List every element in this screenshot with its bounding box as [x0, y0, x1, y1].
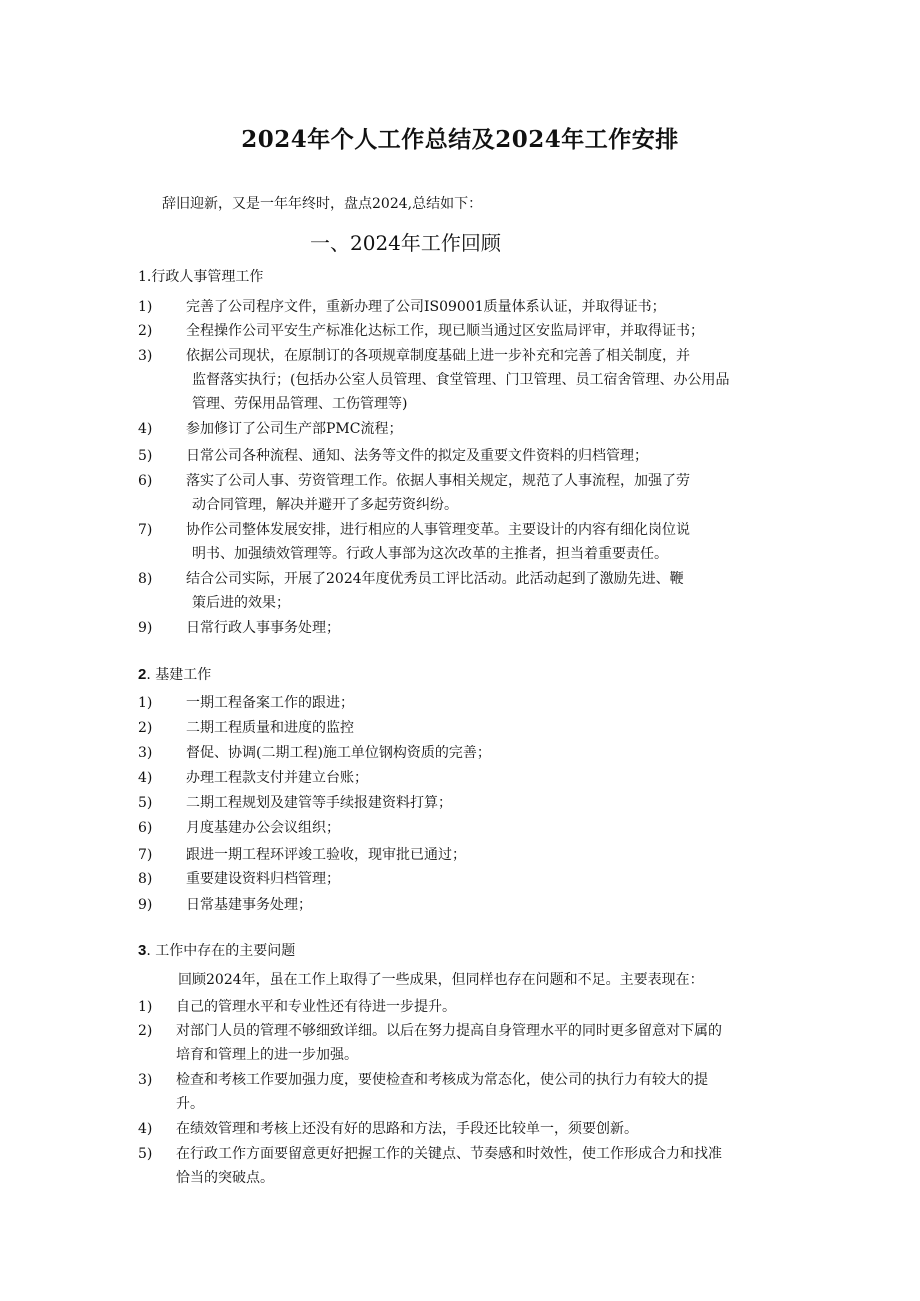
list-item-text	[186, 344, 796, 416]
list-item-line: 日常行政人事事务处理；	[186, 620, 340, 636]
list-item-line: 二期工程规划及建管等手续报建资料打算；	[186, 795, 452, 811]
list-item-line: 二期工程质量和进度的监控	[186, 720, 354, 736]
list-item-number: 3)	[138, 348, 153, 364]
subsection-heading-2	[138, 664, 211, 684]
list-item-number: 4)	[138, 770, 153, 786]
list-item-number: 2)	[138, 1023, 153, 1039]
list-item-text	[176, 1019, 796, 1067]
subsection-label: . 工作中存在的主要问题	[146, 943, 296, 959]
list-item-line: 在绩效管理和考核上还没有好的思路和方法，手段还比较单一，须要创新。	[176, 1121, 638, 1137]
list-item-line: 升。	[176, 1096, 204, 1112]
list-item-line: 全程操作公司平安生产标准化达标工作，现已顺当通过区安监局评审，并取得证书；	[186, 323, 704, 339]
list-item-line: 落实了公司人事、劳资管理工作。依据人事相关规定，规范了人事流程，加强了劳	[186, 473, 690, 489]
list-item-line: 结合公司实际，开展了2024年度优秀员工评比活动。此活动起到了激励先进、鞭	[186, 571, 684, 587]
list-item-number: 6)	[138, 473, 153, 489]
list-item-number: 5)	[138, 1146, 153, 1162]
list-item-number: 4)	[138, 1121, 153, 1137]
list-item-line: 动合同管理，解决并避开了多起劳资纠纷。	[192, 497, 458, 513]
problems-intro-paragraph: 回顾2024年，虽在工作上取得了一些成果，但同样也存在问题和不足。主要表现在：	[178, 972, 704, 988]
list-item-line: 跟进一期工程环评竣工验收，现审批已通过；	[186, 847, 466, 863]
list-item-text	[176, 1068, 796, 1116]
list-item-number: 2)	[138, 720, 153, 736]
list-item-number: 8)	[138, 871, 153, 887]
list-item-line: 管理、劳保用品管理、工伤管理等)	[192, 396, 408, 412]
list-item-line: 月度基建办公会议组织；	[186, 820, 340, 836]
list-item-text	[186, 616, 796, 640]
list-item-line: 完善了公司程序文件，重新办理了公司IS09001质量体系认证，并取得证书；	[186, 299, 666, 315]
list-item-number: 7)	[138, 847, 153, 863]
list-item-text	[186, 319, 796, 343]
list-item-line: 检查和考核工作要加强力度，要使检查和考核成为常态化，使公司的执行力有较大的提	[176, 1072, 708, 1088]
intro-paragraph: 辞旧迎新，又是一年年终时，盘点2024,总结如下：	[162, 196, 483, 212]
list-item-text	[186, 691, 796, 715]
list-item-number: 7)	[138, 522, 153, 538]
list-item-number: 1)	[138, 299, 153, 315]
list-item-text	[186, 791, 796, 815]
list-item-line: 协作公司整体发展安排，进行相应的人事管理变革。主要设计的内容有细化岗位说	[186, 522, 690, 538]
list-item-text	[186, 518, 796, 566]
list-item-line: 策后进的效果；	[192, 595, 290, 611]
list-item-line: 自己的管理水平和专业性还有待进一步提升。	[176, 999, 456, 1015]
subsection-label: . 基建工作	[146, 667, 212, 683]
list-item-number: 5)	[138, 448, 153, 464]
list-item-number: 1)	[138, 999, 153, 1015]
list-item-text	[186, 444, 796, 468]
section-title: 一、2024年工作回顾	[310, 231, 501, 255]
list-item-text	[186, 867, 796, 891]
list-item-number: 2)	[138, 323, 153, 339]
subsection-heading-1	[138, 266, 263, 286]
list-item-line: 日常基建事务处理；	[186, 897, 312, 913]
list-item-text	[186, 417, 796, 441]
list-item-line: 恰当的突破点。	[176, 1170, 274, 1186]
list-item-line: 参加修订了公司生产部PMC流程；	[186, 421, 403, 437]
list-item-text	[186, 469, 796, 517]
subsection-number: 3	[138, 942, 147, 959]
list-item-line: 依据公司现状，在原制订的各项规章制度基础上进一步补充和完善了相关制度，并	[186, 348, 690, 364]
list-item-text	[176, 1117, 796, 1141]
list-item-text	[176, 995, 796, 1019]
subsection-number: 2	[138, 666, 147, 683]
list-item-line: 对部门人员的管理不够细致详细。以后在努力提高自身管理水平的同时更多留意对下属的	[176, 1023, 722, 1039]
list-item-text	[186, 716, 796, 740]
list-item-line: 在行政工作方面要留意更好把握工作的关键点、节奏感和时效性，使工作形成合力和找准	[176, 1146, 722, 1162]
list-item-line: 重要建设资料归档管理；	[186, 871, 340, 887]
list-item-line: 办理工程款支付并建立台账；	[186, 770, 368, 786]
list-item-text	[186, 843, 796, 867]
list-item-number: 4)	[138, 421, 153, 437]
list-item-text	[186, 567, 796, 615]
list-item-number: 3)	[138, 1072, 153, 1088]
list-item-number: 6)	[138, 820, 153, 836]
list-item-text	[176, 1142, 796, 1190]
list-item-text	[186, 816, 796, 840]
list-item-number: 9)	[138, 620, 153, 636]
list-item-text	[186, 741, 796, 765]
subsection-label: 行政人事管理工作	[151, 269, 264, 285]
list-item-line: 督促、协调(二期工程)施工单位钢构资质的完善；	[186, 745, 491, 761]
list-item-line: 监督落实执行；(包括办公室人员管理、食堂管理、门卫管理、员工宿舍管理、办公用品	[192, 372, 730, 388]
list-item-number: 5)	[138, 795, 153, 811]
subsection-heading-3	[138, 940, 295, 960]
list-item-line: 明书、加强绩效管理等。行政人事部为这次改革的主推者，担当着重要责任。	[192, 546, 668, 562]
list-item-text	[186, 295, 796, 319]
list-item-number: 3)	[138, 745, 153, 761]
list-item-text	[186, 766, 796, 790]
document-title: 2024年个人工作总结及2024年工作安排	[241, 126, 679, 153]
list-item-number: 1)	[138, 695, 153, 711]
list-item-number: 9)	[138, 897, 153, 913]
list-item-text	[186, 893, 796, 917]
list-item-line: 一期工程备案工作的跟进；	[186, 695, 354, 711]
list-item-line: 日常公司各种流程、通知、法务等文件的拟定及重要文件资料的归档管理；	[186, 448, 648, 464]
list-item-number: 8)	[138, 571, 153, 587]
list-item-line: 培育和管理上的进一步加强。	[176, 1047, 358, 1063]
subsection-number: 1.	[138, 269, 152, 285]
